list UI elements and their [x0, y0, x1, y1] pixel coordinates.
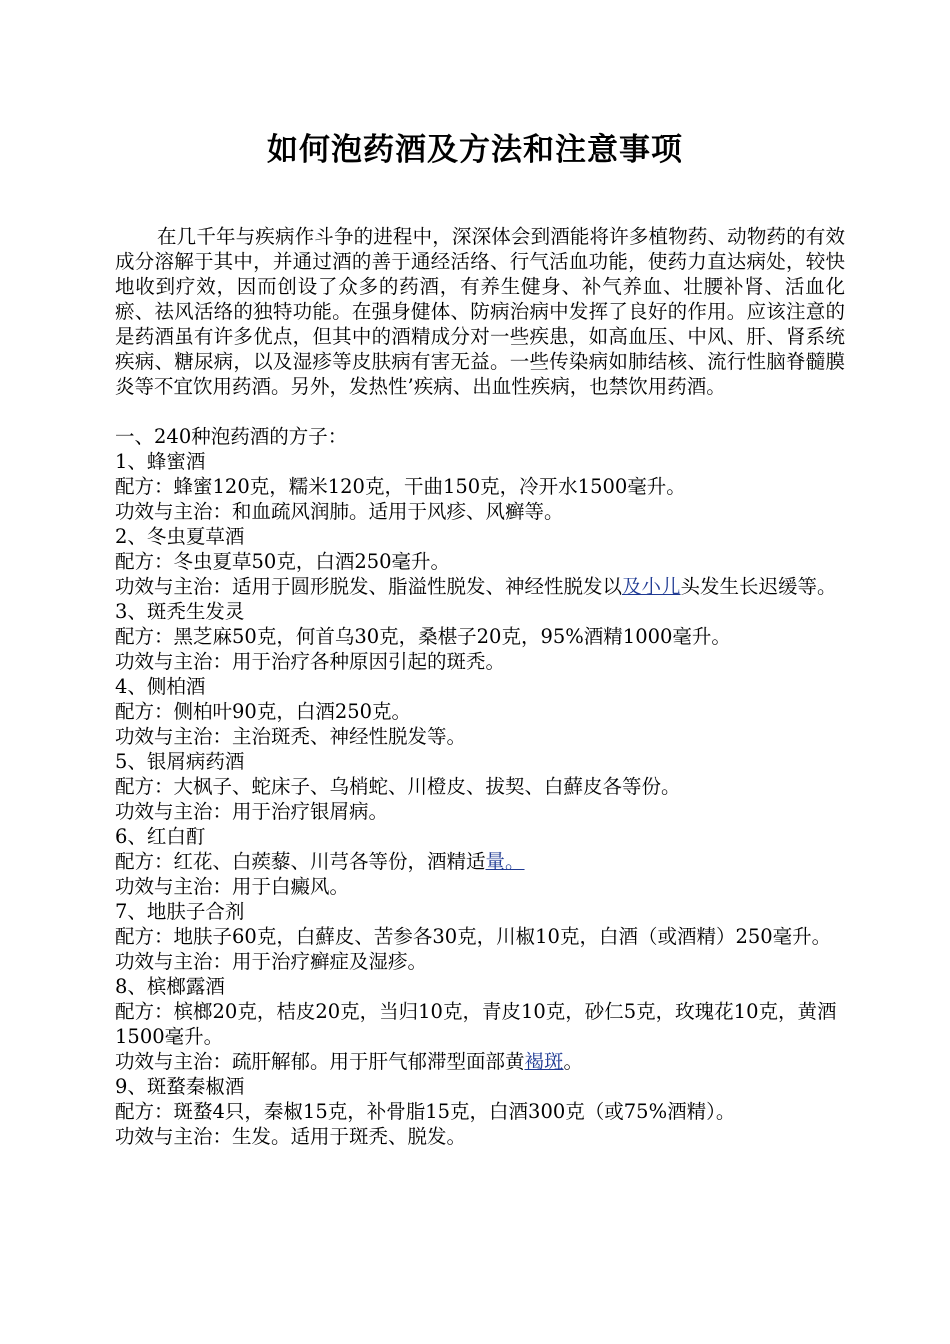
recipe-formula: 配方：冬虫夏草50克，白酒250毫升。 [115, 550, 451, 573]
recipe-effect-link[interactable]: 及小儿 [622, 575, 681, 598]
recipe-effect-link[interactable]: 褐斑 [524, 1050, 564, 1073]
recipe-name: 3、斑秃生发灵 [115, 600, 245, 623]
recipe-effect [115, 574, 845, 599]
recipe-formula-text: 配方：红花、白蒺藜、川芎各等份，酒精适 [115, 850, 486, 873]
recipe-formula: 配方：黑芝麻50克，何首乌30克，桑椹子20克，95%酒精1000毫升。 [115, 625, 731, 648]
recipe-name: 6、红白酊 [115, 825, 206, 848]
recipe-formula: 配方：蜂蜜120克，糯米120克，干曲150克，冷开水1500毫升。 [115, 475, 686, 498]
recipe-effect: 功效与主治：用于治疗各种原因引起的斑秃。 [115, 650, 506, 673]
recipe-effect-text: 功效与主治：适用于圆形脱发、脂溢性脱发、神经性脱发以 [115, 575, 623, 598]
intro-paragraph: 在几千年与疾病作斗争的进程中，深深体会到酒能将许多植物药、动物药的有效成分溶解于其中，并通过酒的善于通经活络、行气活血功能，使药力直达病处，较快地收到疗效，因而创设了众多的药酒，有养生健身、补气养血、壮腰补肾、活血化瘀、祛风活络的独特功能。在强身健体、防病治病中发挥了良好的作用。应该注意的是药酒虽有许多优点，但其中的酒精成分对一些疾患，如高血压、中风、肝、肾系统疾病、糖尿病，以及湿疹等皮肤病有害无益。一些传染病如肺结核、流行性脑脊髓膜炎等不宜饮用药酒。另外，发热性’疾病、出血性疾病，也禁饮用药酒。 [115, 225, 845, 398]
section-heading: 一、240种泡药酒的方子： [115, 425, 348, 448]
document-body [115, 224, 845, 1149]
recipe-name: 8、槟榔露酒 [115, 975, 225, 998]
recipe-effect: 功效与主治：用于白癜风。 [115, 875, 350, 898]
recipe-formula: 配方：大枫子、蛇床子、乌梢蛇、川橙皮、拔契、白蘚皮各等份。 [115, 775, 681, 798]
recipe-name: 7、地肤子合剂 [115, 900, 245, 923]
recipe-name: 2、冬虫夏草酒 [115, 525, 245, 548]
recipe-formula-link[interactable]: 量。 [485, 850, 525, 873]
recipe-effect: 功效与主治：主治斑秃、神经性脱发等。 [115, 725, 467, 748]
recipe-name: 9、斑蝥秦椒酒 [115, 1075, 245, 1098]
recipe-formula: 配方：斑蝥4只，秦椒15克，补骨脂15克，白酒300克（或75%酒精）。 [115, 1100, 736, 1123]
recipe-name: 1、蜂蜜酒 [115, 450, 206, 473]
recipe-name: 5、银屑病药酒 [115, 750, 245, 773]
recipe-effect [115, 1049, 845, 1074]
recipe-effect: 功效与主治：用于治疗银屑病。 [115, 800, 389, 823]
recipe-effect: 功效与主治：生发。适用于斑秃、脱发。 [115, 1125, 467, 1148]
recipe-effect-text: 头发生长迟缓等。 [680, 575, 837, 598]
recipe-formula: 配方：侧柏叶90克，白酒250克。 [115, 700, 412, 723]
recipe-effect-text: 。 [563, 1050, 584, 1073]
recipe-formula [115, 849, 845, 874]
recipe-effect-text: 功效与主治：疏肝解郁。用于肝气郁滞型面部黄 [115, 1050, 525, 1073]
document-title: 如何泡药酒及方法和注意事项 [267, 132, 683, 168]
recipe-formula: 配方：槟榔20克，桔皮20克，当归10克，青皮10克，砂仁5克，玫瑰花10克，黄酒1500毫升。 [115, 1000, 837, 1048]
recipe-effect: 功效与主治：和血疏风润肺。适用于风疹、风癣等。 [115, 500, 564, 523]
recipe-formula: 配方：地肤子60克，白蘚皮、苦参各30克，川椒10克，白酒（或酒精）250毫升。 [115, 925, 832, 948]
recipe-effect: 功效与主治：用于治疗癣症及湿疹。 [115, 950, 428, 973]
recipe-name: 4、侧柏酒 [115, 675, 206, 698]
